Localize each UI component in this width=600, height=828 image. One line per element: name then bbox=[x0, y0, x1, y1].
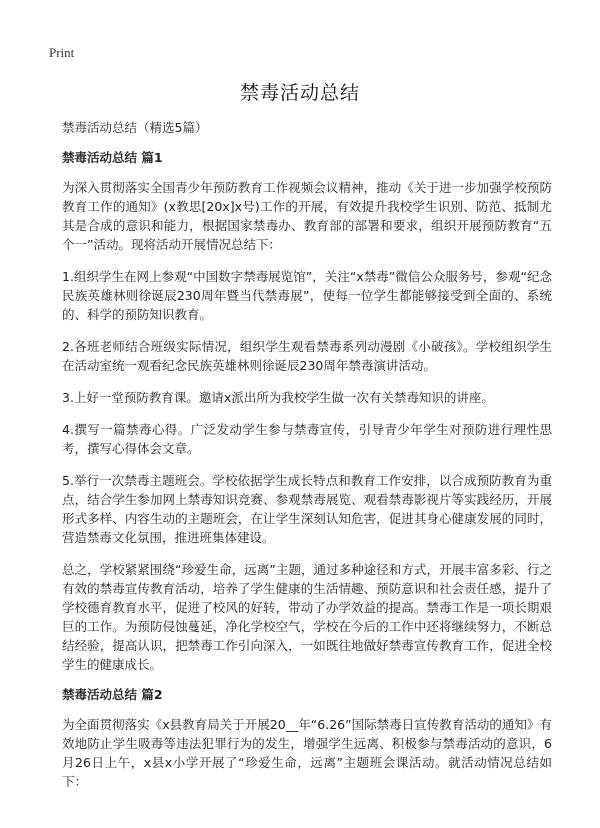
document-subtitle: 禁毒活动总结（精选5篇） bbox=[62, 120, 208, 135]
document-title: 禁毒活动总结 bbox=[239, 82, 360, 104]
document-body bbox=[62, 120, 552, 804]
paragraph: 1.组织学生在网上参观“中国数字禁毒展览馆”，关注“x禁毒”微信公众服务号，参观“纪念民族英雄林则徐诞辰230周年暨当代禁毒展”，使每一位学生都能够接受到全面的、系统的、科学的预防知识教育。 bbox=[62, 269, 552, 322]
section-1 bbox=[62, 150, 552, 674]
section-heading: 禁毒活动总结 篇1 bbox=[62, 150, 163, 165]
section-heading: 禁毒活动总结 篇2 bbox=[62, 687, 163, 702]
paragraph: 3.上好一堂预防教育课。邀请x派出所为我校学生做一次有关禁毒知识的讲座。 bbox=[62, 390, 494, 405]
paragraph: 5.举行一次禁毒主题班会。学校依据学生成长特点和教育工作安排，以合成预防教育为重点，结合学生参加网上禁毒知识竞赛、参观禁毒展览、观看禁毒影视片等实践经历，开展形式多样、内容生动的主题班会，在让学生深刻认知危害，促进其身心健康发展的同时，营造禁毒文化氛围，推进班集体建设。 bbox=[62, 473, 552, 545]
paragraph: 为深入贯彻落实全国青少年预防教育工作视频会议精神，推动《关于进一步加强学校预防教育工作的通知》(x教思[20x]x号)工作的开展，有效提升我校学生识别、防范、抵制尤其是合成的意识和能力，根据国家禁毒办、教育部的部署和要求，组织开展预防教育“五个一”活动。现将活动开展情况总结下： bbox=[62, 180, 552, 252]
section-2 bbox=[62, 687, 552, 791]
paragraph: 总之，学校紧紧围绕“珍爱生命，远离”主题，通过多种途径和方式，开展丰富多彩、行之有效的禁毒宣传教育活动，培养了学生健康的生活情趣、预防意识和社会责任感，提升了学校德育教育水平，促进了校风的好转，带动了办学效益的提高。禁毒工作是一项长期艰巨的工作。为预防侵蚀蔓延，净化学校空气，学校在今后的工作中还将继续努力，不断总结经验，提高认识，把禁毒工作引向深入，一如既往地做好禁毒宣传教育工作，促进全校学生的健康成长。 bbox=[62, 562, 552, 672]
paragraph: 为全面贯彻落实《x县教育局关于开展20__年“6.26”国际禁毒日宣传教育活动的通知》有效地防止学生吸毒等违法犯罪行为的发生，增强学生远离、积极参与禁毒活动的意识，6月26日上午，x县x小学开展了“珍爱生命，远离”主题班会课活动。就活动情况总结如下： bbox=[62, 717, 552, 789]
paragraph: 4.撰写一篇禁毒心得。广泛发动学生参与禁毒宣传，引导青少年学生对预防进行理性思考，撰写心得体会文章。 bbox=[62, 422, 552, 456]
print-link[interactable]: Print bbox=[49, 45, 75, 60]
paragraph: 2.各班老师结合班级实际情况，组织学生观看禁毒系列动漫剧《小破孩》。学校组织学生在活动室统一观看纪念民族英雄林则徐诞辰230周年禁毒演讲活动。 bbox=[62, 339, 552, 373]
